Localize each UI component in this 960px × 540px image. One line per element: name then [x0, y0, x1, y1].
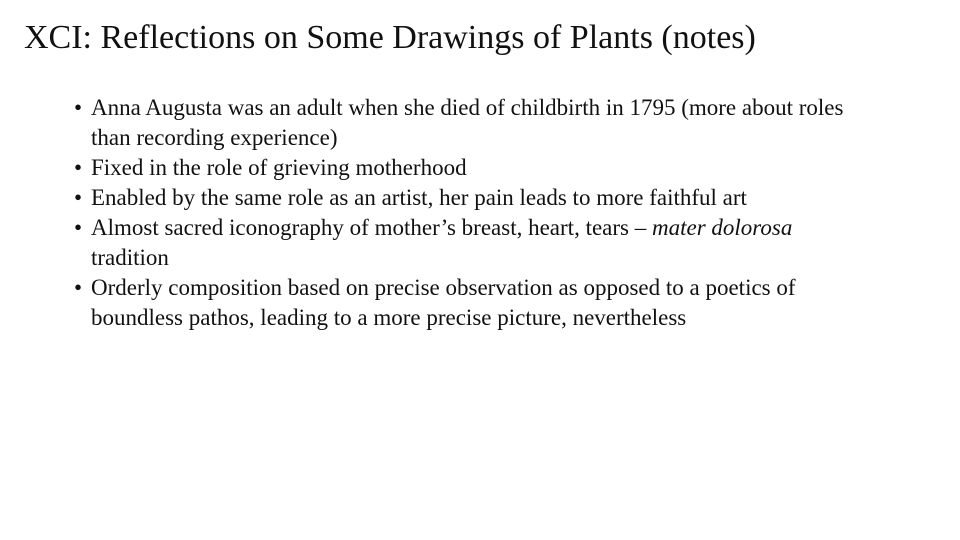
bullet-item: [74, 153, 874, 183]
bullet-item: [74, 93, 874, 153]
bullet-text: Enabled by the same role as an artist, her pain leads to more faithful art: [91, 185, 747, 210]
bullet-marker: •: [74, 95, 83, 120]
bullet-text-italic: mater dolorosa: [651, 215, 793, 240]
bullet-marker: •: [74, 155, 83, 180]
bullet-list: [74, 93, 874, 333]
bullet-text: Orderly composition based on precise observation as opposed to a poetics of boundless pathos, leading to a more precise picture, nevertheless: [91, 275, 796, 330]
bullet-item: [74, 213, 874, 273]
bullet-item: [74, 183, 874, 213]
bullet-item: [74, 273, 874, 333]
bullet-text-part: Almost sacred iconography of mother’s breast, heart, tears –: [91, 215, 652, 240]
bullet-marker: •: [74, 185, 83, 210]
bullet-text-part: tradition: [91, 245, 169, 270]
bullet-text: Fixed in the role of grieving motherhood: [91, 155, 467, 180]
bullet-text: Anna Augusta was an adult when she died of childbirth in 1795 (more about roles than recording experience): [91, 95, 844, 150]
bullet-marker: •: [74, 215, 83, 240]
bullet-marker: •: [74, 275, 83, 300]
slide-title: XCI: Reflections on Some Drawings of Plants (notes): [24, 19, 756, 56]
